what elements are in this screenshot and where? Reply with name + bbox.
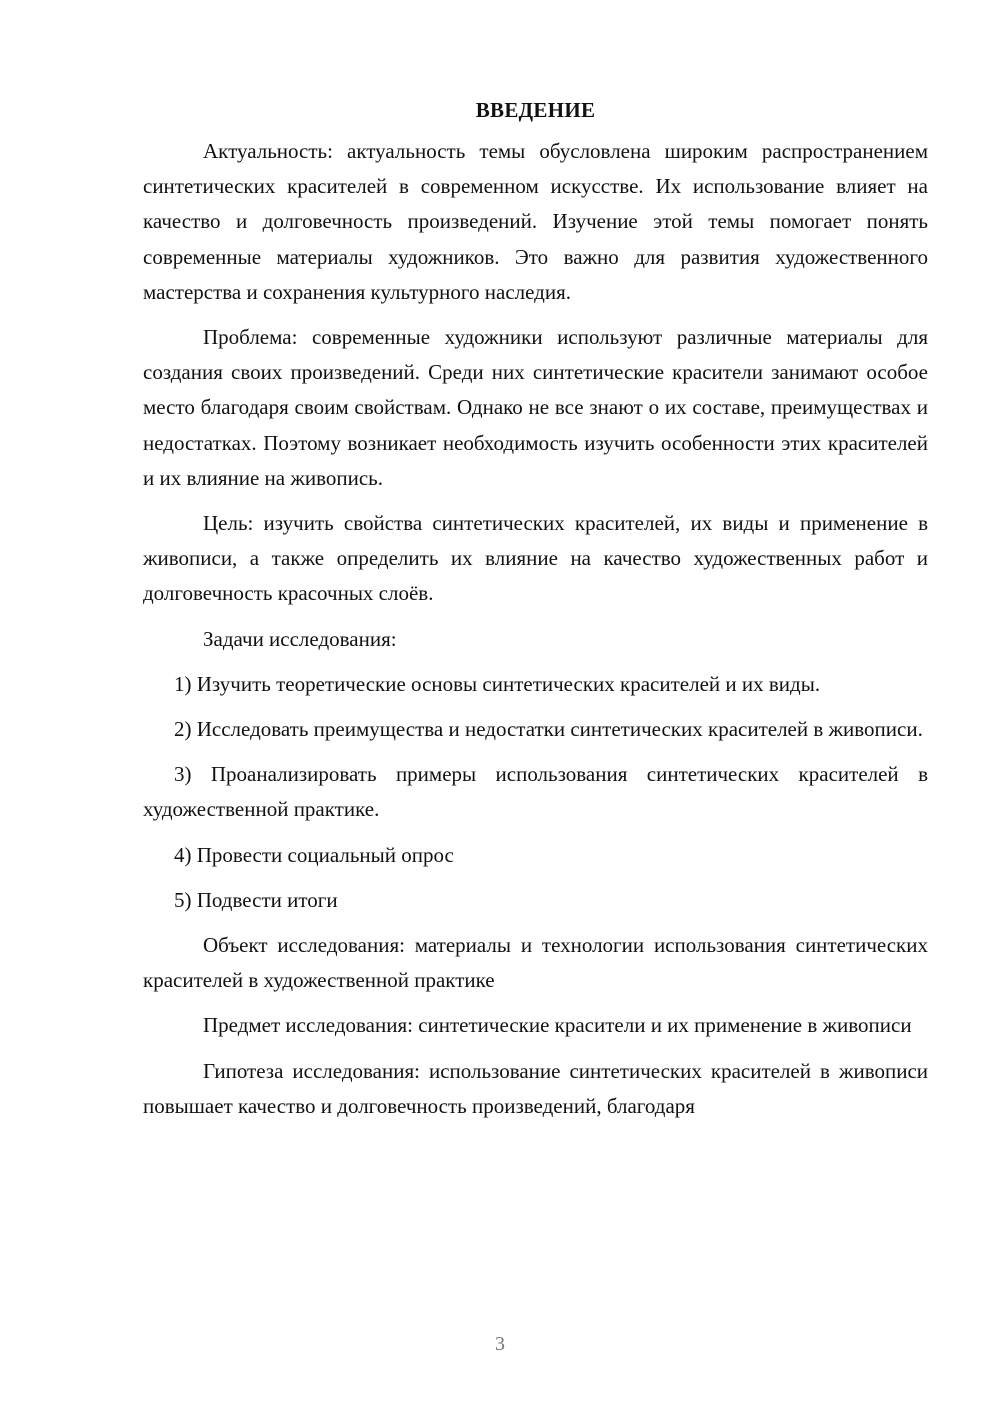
task-item: 5) Подвести итоги — [174, 887, 338, 912]
paragraph-object: Объект исследования: материалы и технологии использования синтетических красителей в художественной практике — [143, 933, 928, 993]
paragraph-problem: Проблема: современные художники используют различные материалы для создания своих произведений. Среди них синтетические красители занимают особое место благодаря своим свойствам. Однако не все знают о их составе, преимуществах и недостатках. Поэтому возникает необходимость изучить особенности этих красителей и их влияние на живопись. — [143, 325, 928, 490]
page-number: 3 — [495, 1333, 505, 1355]
paragraph-tasks-heading: Задачи исследования: — [203, 626, 397, 651]
document-body — [143, 96, 928, 1134]
task-item: 3) Проанализировать примеры использования синтетических красителей в художественной практике. — [143, 762, 928, 822]
task-item: 4) Провести социальный опрос — [174, 842, 454, 867]
page-title: ВВЕДЕНИЕ — [475, 98, 596, 122]
task-item: 1) Изучить теоретические основы синтетических красителей и их виды. — [174, 671, 821, 696]
paragraph-subject: Предмет исследования: синтетические красители и их применение в живописи — [203, 1013, 912, 1038]
task-item: 2) Исследовать преимущества и недостатки синтетических красителей в живописи. — [174, 717, 923, 742]
paragraph-relevance: Актуальность: актуальность темы обусловлена широким распространением синтетических красителей в современном искусстве. Их использование влияет на качество и долговечность произведений. Изучение этой темы помогает понять современные материалы художников. Это важно для развития художественного мастерства и сохранения культурного наследия. — [143, 139, 928, 304]
paragraph-goal: Цель: изучить свойства синтетических красителей, их виды и применение в живописи, а также определить их влияние на качество художественных работ и долговечность красочных слоёв. — [143, 511, 928, 606]
paragraph-hypothesis: Гипотеза исследования: использование синтетических красителей в живописи повышает качество и долговечность произведений, благодаря — [143, 1058, 928, 1118]
